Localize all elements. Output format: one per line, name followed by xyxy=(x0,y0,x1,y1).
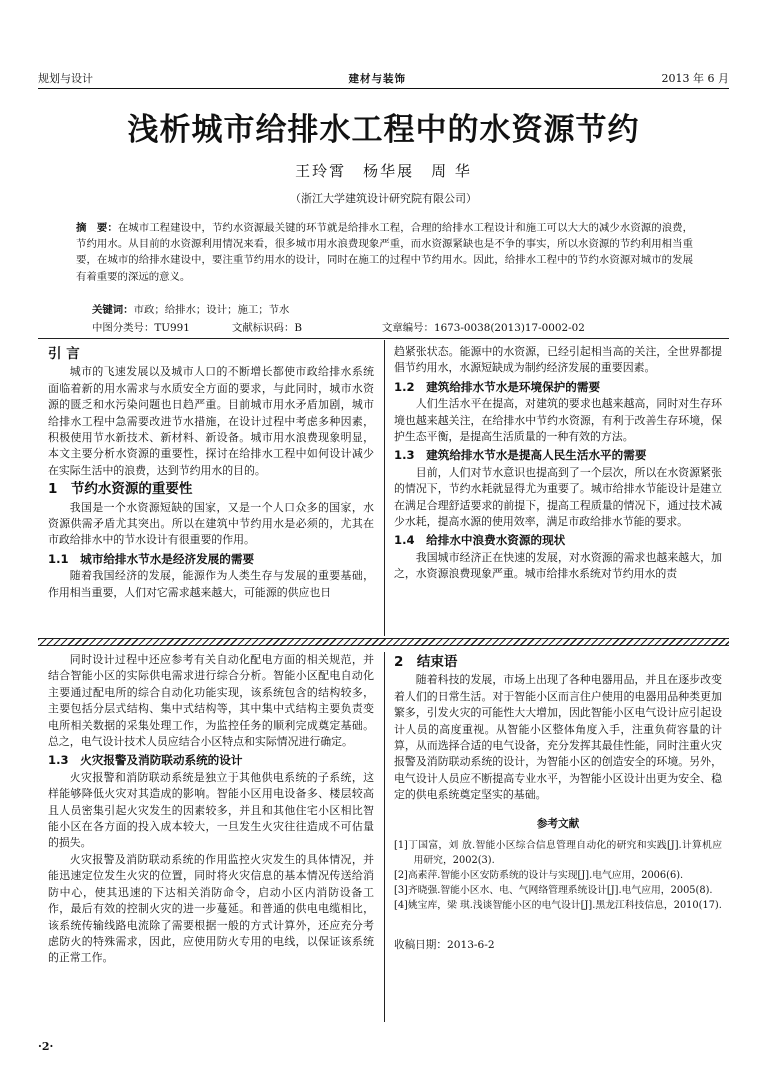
prev-article-paragraph-2: 火灾报警和消防联动系统是独立于其他供电系统的子系统，这样能够降低火灾对其造成的影响。智能小区用电设备多、楼层较高且人员密集引起火灾发生的因素较多，并且和其他住宅小区相比智能小区在各方面的投入成本较大，一旦发生火灾往往造成不可估量的损失。 xyxy=(48,770,374,850)
column-3 xyxy=(48,652,374,967)
abstract-label: 摘 要： xyxy=(76,222,118,234)
reference-item: [2]高素萍.智能小区安防系统的设计与实现[J].电气应用，2006(6). xyxy=(394,870,684,882)
paper-title: 浅析城市给排水工程中的水资源节约 xyxy=(127,112,640,148)
abstract-rule xyxy=(38,338,729,339)
keywords xyxy=(92,301,289,316)
classification-row xyxy=(92,319,677,334)
prev-article-paragraph-1: 同时设计过程中还应参考有关自动化配电方面的相关规范，并结合智能小区的实际供电需求进行综合分析。智能小区配电自动化主要通过配电所的综合自动化功能实现，该系统包含的结构较多，主要包括分层式结构、集中式结构等，其中集中式结构主要负责变电所相关数据的采集处理工作，为监控任务的顺利完成奠定基础。总之，电气设计技术人员应结合小区特点和实际情况进行确定。 xyxy=(48,653,374,749)
continued-paragraph: 趋紧张状态。能源中的水资源，已经引起相当高的关注，全世界都提倡节约用水，水源短缺成为制约经济发展的重要因素。 xyxy=(394,345,722,375)
abstract-text: 在城市工程建设中，节约水资源最关键的环节就是给排水工程，合理的给排水工程设计和施工可以大大的减少水资源的浪费，节约用水。从目前的水资源利用情况来看，很多城市用水浪费现象严重，而水资源紧缺也是不争的事实，所以水资源的节约利用相当重要，在城市的给排水建设中，要注重节约用水的设计，同时在施工的过程中节约用水。因此，给排水工程中的节约水资源对城市的发展有着重要的深远的意义。 xyxy=(76,222,694,283)
column-2 xyxy=(394,344,722,583)
references-title: 参考文献 xyxy=(536,817,580,830)
section-1-paragraph: 我国是一个水资源短缺的国家，又是一个人口众多的国家，水资源供需矛盾尤其突出。所以在建筑中节约用水是必须的，尤其在市政给排水中的节水设计有很重要的作用。 xyxy=(48,500,374,547)
section-1-4-paragraph: 我国城市经济正在快速的发展，对水资源的需求也越来越大，加之，水资源浪费现象严重。城市给排水系统对节约用水的责 xyxy=(394,550,722,581)
section-1-3-heading: 1.3 建筑给排水节水是提高人民生活水平的需要 xyxy=(394,448,647,463)
header-journal: 建材与装饰 xyxy=(348,73,406,85)
intro-paragraph: 城市的飞速发展以及城市人口的不断增长都使市政给排水系统面临着新的用水需求与水质安全方面的要求，与此同时，城市水资源的匮乏和水污染问题也日趋严重。目前城市用水矛盾加剧，城市给排水工程中急需要改进节水措施，在设计过程中考虑多种因素，积极使用节水新技术、新材料、新设备。城市用水浪费现象明显，本文主要分析水资源的重要性，探讨在给排水工程中如何设计减少在实际生活中的浪费，达到节约用水的目的。 xyxy=(48,365,374,477)
column-divider-bottom xyxy=(384,652,385,1022)
header-section: 规划与设计 xyxy=(38,72,93,85)
keywords-text: 市政；给排水；设计；施工；节水 xyxy=(133,304,290,316)
received-date: 收稿日期：2013-6-2 xyxy=(394,939,495,952)
page-number: ·2· xyxy=(38,1040,54,1053)
column-4 xyxy=(394,652,722,953)
header-date: 2013 年 6 月 xyxy=(661,72,729,85)
section-1-1-paragraph: 随着我国经济的发展，能源作为人类生存与发展的重要基础，作用相当重要，人们对它需求越来越大，可能源的供应也日 xyxy=(48,569,374,599)
article-separator xyxy=(38,638,729,646)
section-1-4-heading: 1.4 给排水中浪费水资源的现状 xyxy=(394,533,566,548)
prev-article-paragraph-3: 火灾报警及消防联动系统的作用监控火灾发生的具体情况，并能迅速定位发生火灾的位置，同时将火灾信息的基本情况传送给消防中心，使其迅速的下达相关消防命令，启动小区内消防设备工作，最后有效的控制火灾的进一步蔓延。和普通的供电电缆相比，该系统传输线路电流除了需要根据一般的方式计算外，还应充分考虑防火的特殊需求，因此，应使用防火专用的电线，以保证该系统的正常工作。 xyxy=(48,852,374,965)
affiliation: （浙江大学建筑设计研究院有限公司） xyxy=(290,192,477,205)
section-1-2-paragraph: 人们生活水平在提高，对建筑的要求也越来越高，同时对生存环境也越来越关注，在给排水中节约水资源，有利于改善生存环境，保护生态平衡，是提高生活质量的一种有效的方法。 xyxy=(394,397,722,444)
authors: 王玲霄 杨华展 周 华 xyxy=(295,162,472,180)
conclusion-heading: 2 结束语 xyxy=(394,654,458,670)
section-1-1-heading: 1.1 城市给排水节水是经济发展的需要 xyxy=(48,551,255,566)
intro-heading: 引 言 xyxy=(48,346,80,362)
section-1-2-heading: 1.2 建筑给排水节水是环境保护的需要 xyxy=(394,379,601,394)
column-1 xyxy=(48,344,374,601)
reference-item: [3]齐晓强.智能小区水、电、气网络管理系统设计[J].电气应用，2005(8). xyxy=(394,885,713,897)
column-divider-top xyxy=(384,340,385,636)
header-rule xyxy=(38,88,729,89)
abstract xyxy=(76,220,693,285)
conclusion-paragraph: 随着科技的发展，市场上出现了各种电器用品，并且在逐步改变着人们的日常生活。对于智能小区而言住户使用的电器用品种类更加繁多，引发火灾的可能性大大增加，因此智能小区电气设计应引起设计人员的高度重视。从智能小区整体角度入手，注重负荷容量的计算，从而选择合适的电气设备，充分发挥其最佳性能，同时注重火灾报警及消防联动系统的设计，为智能小区的创造安全的环境。另外，电气设计人员应不断提高专业水平，为智能小区设计出更为安全、稳定的供电系统奠定坚实的基础。 xyxy=(394,673,722,802)
reference-item: [1]丁国富，刘 放.智能小区综合信息管理自动化的研究和实践[J].计算机应用研究，2002(3). xyxy=(394,840,722,867)
document-code: 文献标识码：B xyxy=(232,322,302,334)
fire-alarm-heading: 1.3 火灾报警及消防联动系统的设计 xyxy=(48,753,243,768)
keywords-label: 关键词： xyxy=(92,304,134,316)
reference-item: [4]姚宝库，梁 琪.浅谈智能小区的电气设计[J].黑龙江科技信息，2010(17). xyxy=(394,900,722,912)
running-header xyxy=(38,64,729,86)
article-number: 文章编号：1673-0038(2013)17-0002-02 xyxy=(382,322,585,334)
section-1-heading: 1 节约水资源的重要性 xyxy=(48,481,193,498)
section-1-3-paragraph: 目前，人们对节水意识也提高到了一个层次，所以在水资源紧张的情况下，节约水耗就显得尤为重要了。城市给排水节能设计是建立在满足合理舒适要求的前提下，提高工程质量的情况下，通过技术减少水耗，提高水源的使用效率，满足市政给排水节能的要求。 xyxy=(394,465,722,529)
clc-number: 中图分类号：TU991 xyxy=(92,322,190,334)
